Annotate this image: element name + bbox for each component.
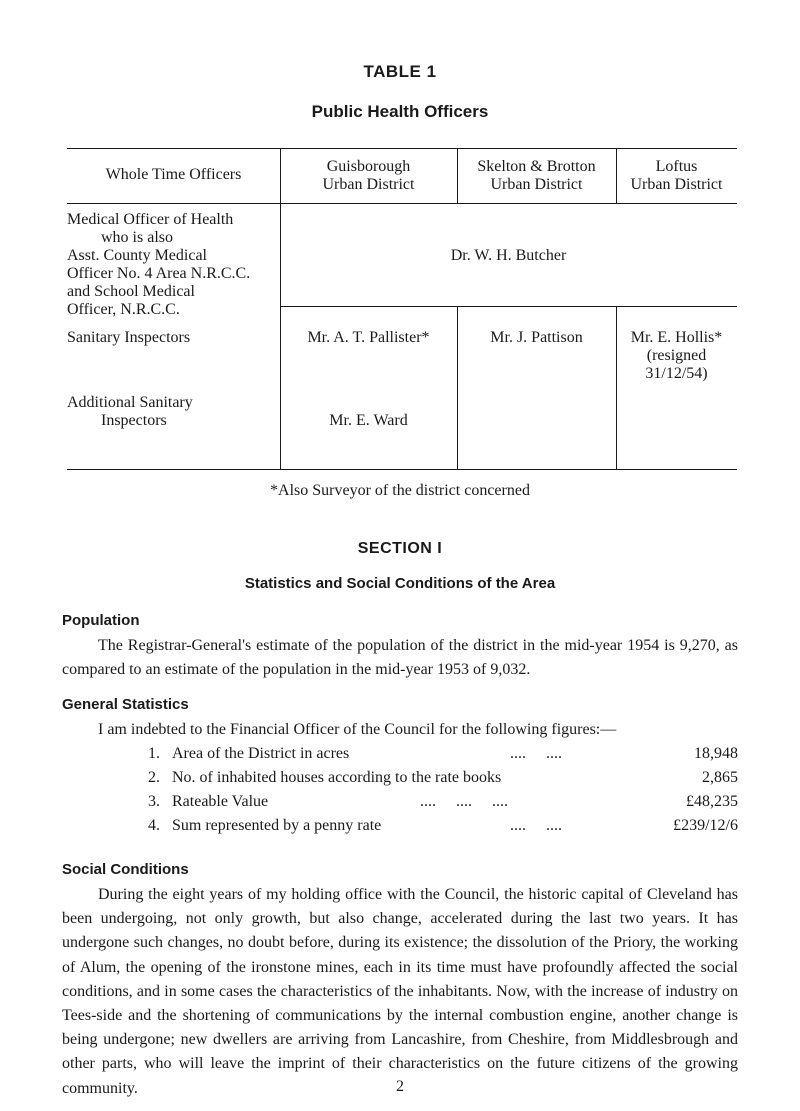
stat-row: 3. Rateable Value .... .... .... £48,235 [148,793,738,810]
row-sanitary-inspectors-label: Sanitary Inspectors [67,329,191,346]
table-label: TABLE 1 [363,62,437,81]
population-paragraph: The Registrar-General's estimate of the population of the district in the mid-year 1954 is 9,270, as compared to an estimate of the population in the mid-year 1953 of 9,032. [62,637,738,678]
skelton-sanitary-inspector: Mr. J. Pattison [490,329,583,346]
header-loftus: Loftus Urban District [630,158,723,193]
row-medical-officer-label: Medical Officer of Health who is also Asst. County Medical Officer No. 4 Area N.R.C.C. and School Medical Officer, N.R.C.C. [67,211,251,318]
stat-row: 1. Area of the District in acres .... .... 18,948 [148,745,738,762]
header-whole-time-officers: Whole Time Officers [105,166,242,183]
population-heading: Population [62,612,140,629]
header-skelton-brotton: Skelton & Brotton Urban District [477,158,596,193]
header-guisborough: Guisborough Urban District [322,158,415,193]
table-header-rule [67,203,737,204]
guisborough-sanitary-inspector: Mr. A. T. Pallister* [307,329,430,346]
table-row-rule [280,306,737,307]
table-bottom-rule [67,469,737,470]
row-additional-sanitary-inspectors-label: Additional Sanitary Inspectors [67,394,193,429]
stat-row: 4. Sum represented by a penny rate .... .... £239/12/6 [148,817,738,834]
general-statistics-heading: General Statistics [62,696,189,713]
table-title: Public Health Officers [311,102,489,121]
table-footnote: *Also Surveyor of the district concerned [270,482,530,499]
section-subtitle: Statistics and Social Conditions of the Area [244,575,556,592]
general-statistics-intro: I am indebted to the Financial Officer of the Council for the following figures:— [98,721,617,738]
loftus-sanitary-inspector: Mr. E. Hollis* (resigned 31/12/54) [630,329,723,382]
page-number: 2 [396,1078,404,1095]
guisborough-additional-inspector: Mr. E. Ward [329,412,408,429]
stat-row: 2. No. of inhabited houses according to the rate books 2,865 [148,769,738,786]
section-title: SECTION I [357,540,443,557]
medical-officer-name: Dr. W. H. Butcher [450,247,567,264]
table-top-rule [67,148,737,149]
social-conditions-heading: Social Conditions [62,861,189,878]
social-conditions-paragraph: During the eight years of my holding office with the Council, the historic capital of Cleveland has been undergoing, not only growth, but also change, accelerated during the last two years. It has undergone such changes, no doubt before, during its existence; the dissolution of the Priory, the working of Alum, the opening of the ironstone mines, each in its time must have profoundly affected the social conditions, and in some cases the characteristics of the inhabitants. Now, with the increase of industry on Tees-side and the shortening of communications by the internal combustion engine, another change is being undergone; new dwellers are arriving from Lancashire, from Cheshire, from Middlesbrough and other parts, who will leave the imprint of their characteristics on the future citizens of the growing community. [62,886,738,1097]
